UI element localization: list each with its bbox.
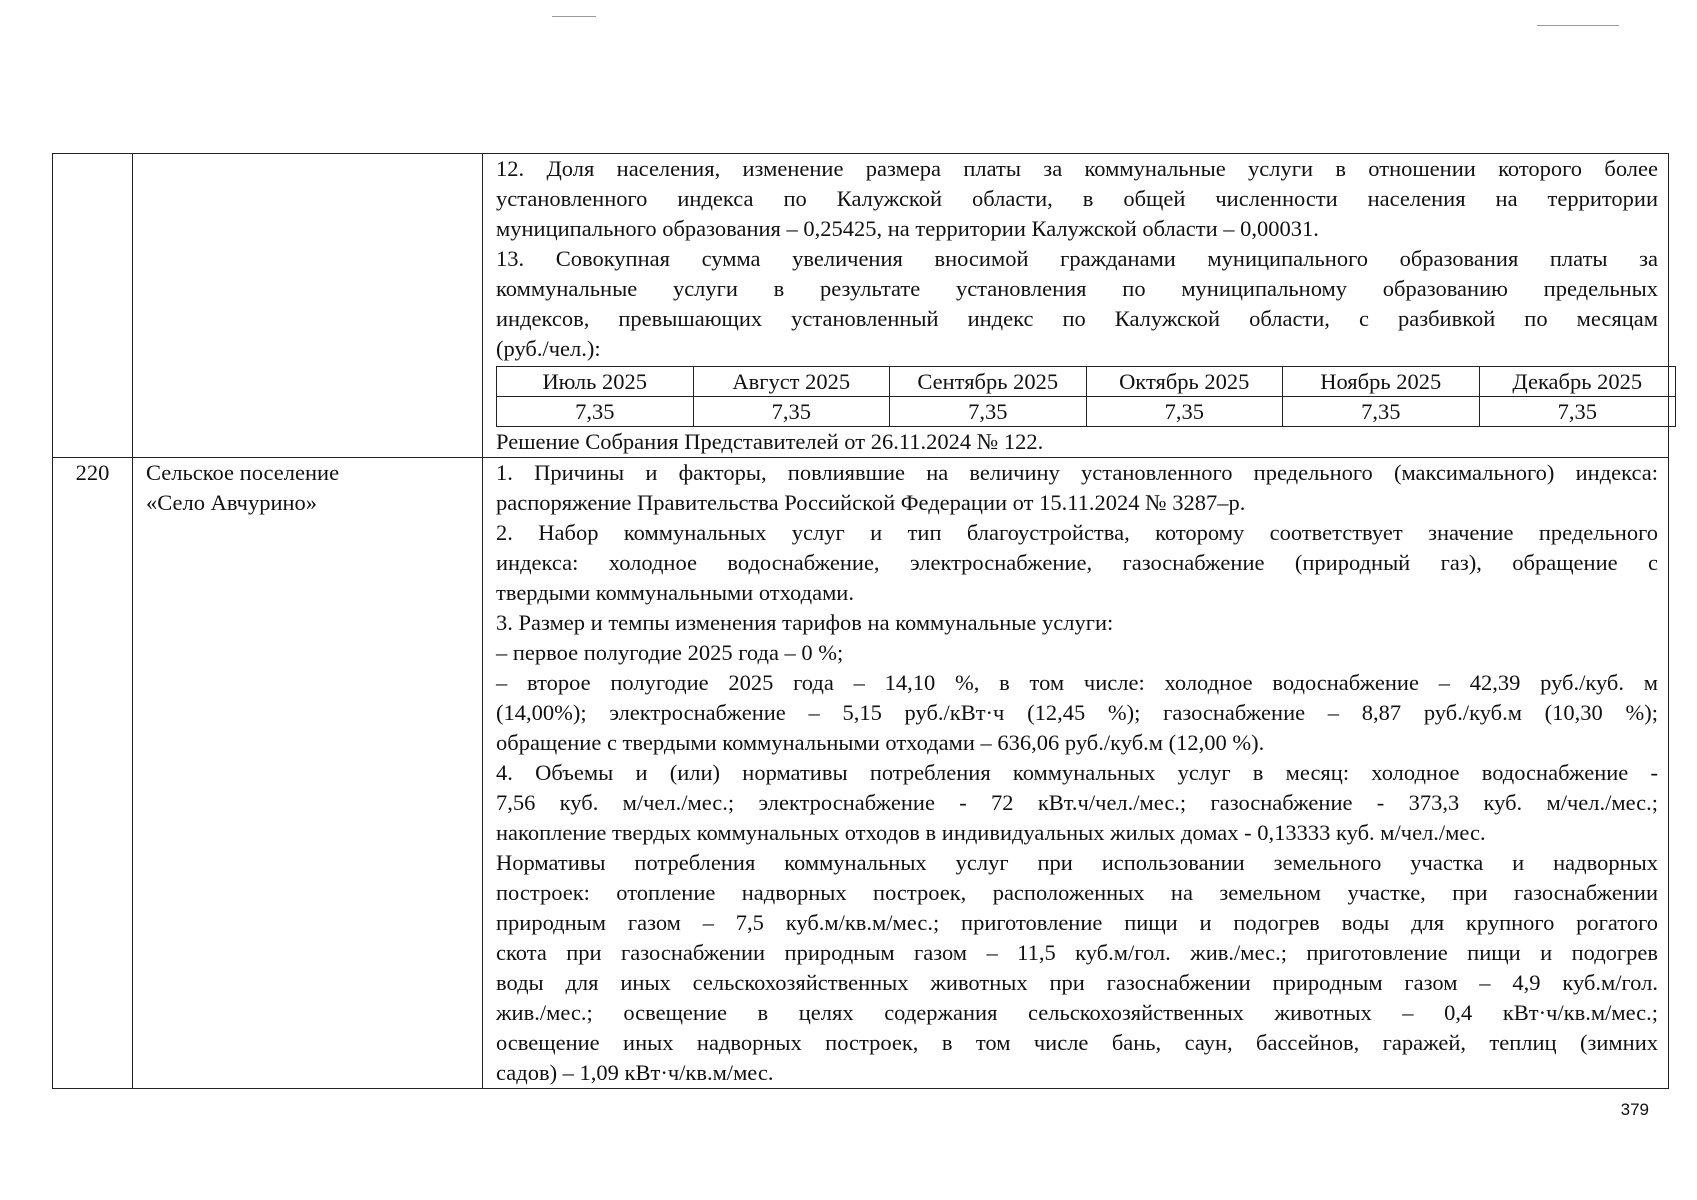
- table-row-220: [53, 458, 1669, 1089]
- text-line: установленного индекса по Калужской области, в общей численности населения на территории: [496, 186, 1658, 211]
- cell-number-empty: [53, 154, 133, 458]
- month-value-cell: 7,35: [890, 397, 1087, 427]
- text-line: 2. Набор коммунальных услуг и тип благоустройства, которому соответствует значение предельного: [496, 520, 1658, 545]
- text-line: скота при газоснабжении природным газом – 11,5 куб.м/гол. жив./мес.; приготовление пищи и подогрев: [496, 940, 1658, 965]
- text-line: жив./мес.; освещение в целях содержания сельскохозяйственных животных – 0,4 кВт·ч/кв.м/мес.;: [496, 1000, 1658, 1025]
- text-line: индексов, превышающих установленный индекс по Калужской области, с разбивкой по месяцам: [496, 306, 1658, 331]
- cell-description-220: [483, 458, 1669, 1089]
- text-line: воды для иных сельскохозяйственных животных при газоснабжении природным газом – 4,9 куб.м/гол.: [496, 970, 1658, 995]
- cell-description-continued: [483, 154, 1669, 458]
- text-line: (руб./чел.):: [496, 336, 601, 361]
- text-line: 1. Причины и факторы, повлиявшие на величину установленного предельного (максимального) индекса:: [496, 460, 1658, 485]
- month-value-cell: 7,35: [1283, 397, 1480, 427]
- text-line: коммунальные услуги в результате установления по муниципальному образованию предельных: [496, 276, 1658, 301]
- text-line: – второе полугодие 2025 года – 14,10 %, в том числе: холодное водоснабжение – 42,39 руб./куб. м: [496, 670, 1658, 695]
- decision-reference: Решение Собрания Представителей от 26.11.2024 № 122.: [496, 429, 1044, 454]
- municipality-name-line1: Сельское поселение: [146, 460, 340, 485]
- text-line: распоряжение Правительства Российской Федерации от 15.11.2024 № 3287–р.: [496, 490, 1246, 515]
- cell-name-empty: [133, 154, 483, 458]
- text-line: накопление твердых коммунальных отходов в индивидуальных жилых домах - 0,13333 куб. м/чел./мес.: [496, 820, 1486, 845]
- month-header-cell: Сентябрь 2025: [890, 367, 1087, 397]
- row-number: 220: [53, 458, 133, 1089]
- month-header-row: [497, 367, 1676, 397]
- scan-artifact-top-right: [1537, 25, 1619, 26]
- text-line: 7,56 куб. м/чел./мес.; электроснабжение - 72 кВт.ч/чел./мес.; газоснабжение - 373,3 куб. м/чел./мес.;: [496, 790, 1658, 815]
- text-line: построек: отопление надворных построек, расположенных на земельном участке, при газоснабжении: [496, 880, 1658, 905]
- month-value-cell: 7,35: [1479, 397, 1676, 427]
- month-header-cell: Июль 2025: [497, 367, 694, 397]
- month-header-cell: Август 2025: [693, 367, 890, 397]
- text-line: муниципального образования – 0,25425, на территории Калужской области – 0,00031.: [496, 216, 1319, 241]
- month-value-row: [497, 397, 1676, 427]
- text-line: – первое полугодие 2025 года – 0 %;: [496, 640, 844, 665]
- municipality-name: [133, 458, 483, 1089]
- text-line: твердыми коммунальными отходами.: [496, 580, 854, 605]
- month-header-cell: Ноябрь 2025: [1283, 367, 1480, 397]
- item-13-total-increase: [496, 244, 1658, 364]
- municipality-name-line2: «Село Авчурино»: [146, 490, 318, 515]
- text-line: индекса: холодное водоснабжение, электроснабжение, газоснабжение (природный газ), обращение с: [496, 550, 1658, 575]
- month-value-cell: 7,35: [497, 397, 694, 427]
- text-line: (14,00%); электроснабжение – 5,15 руб./кВт·ч (12,45 %); газоснабжение – 8,87 руб./куб.м (10,30 %);: [496, 700, 1658, 725]
- text-line: садов) – 1,09 кВт·ч/кв.м/мес.: [496, 1060, 774, 1085]
- table-row-continuation: [53, 154, 1669, 458]
- text-line: 12. Доля населения, изменение размера платы за коммунальные услуги в отношении которого более: [496, 156, 1658, 181]
- monthly-increase-table: [496, 366, 1676, 427]
- tariff-index-table: [52, 153, 1669, 1089]
- text-line: 3. Размер и темпы изменения тарифов на коммунальные услуги:: [496, 610, 1114, 635]
- text-line: природным газом – 7,5 куб.м/кв.м/мес.; приготовление пищи и подогрев воды для крупного рогатого: [496, 910, 1658, 935]
- text-line: обращение с твердыми коммунальными отходами – 636,06 руб./куб.м (12,00 %).: [496, 730, 1265, 755]
- month-header-cell: Октябрь 2025: [1086, 367, 1283, 397]
- text-line: 13. Совокупная сумма увеличения вносимой гражданами муниципального образования платы за: [496, 246, 1658, 271]
- text-line: освещение иных надворных построек, в том числе бань, саун, бассейнов, гаражей, теплиц (зимних: [496, 1030, 1658, 1055]
- month-value-cell: 7,35: [693, 397, 890, 427]
- scan-artifact-top-left: [552, 16, 596, 17]
- page-number: 379: [1620, 1100, 1649, 1119]
- text-line: Нормативы потребления коммунальных услуг при использовании земельного участка и надворных: [496, 850, 1658, 875]
- month-value-cell: 7,35: [1086, 397, 1283, 427]
- text-line: 4. Объемы и (или) нормативы потребления коммунальных услуг в месяц: холодное водоснабжение -: [496, 760, 1658, 785]
- item-12-share-of-population: [496, 154, 1658, 244]
- month-header-cell: Декабрь 2025: [1479, 367, 1676, 397]
